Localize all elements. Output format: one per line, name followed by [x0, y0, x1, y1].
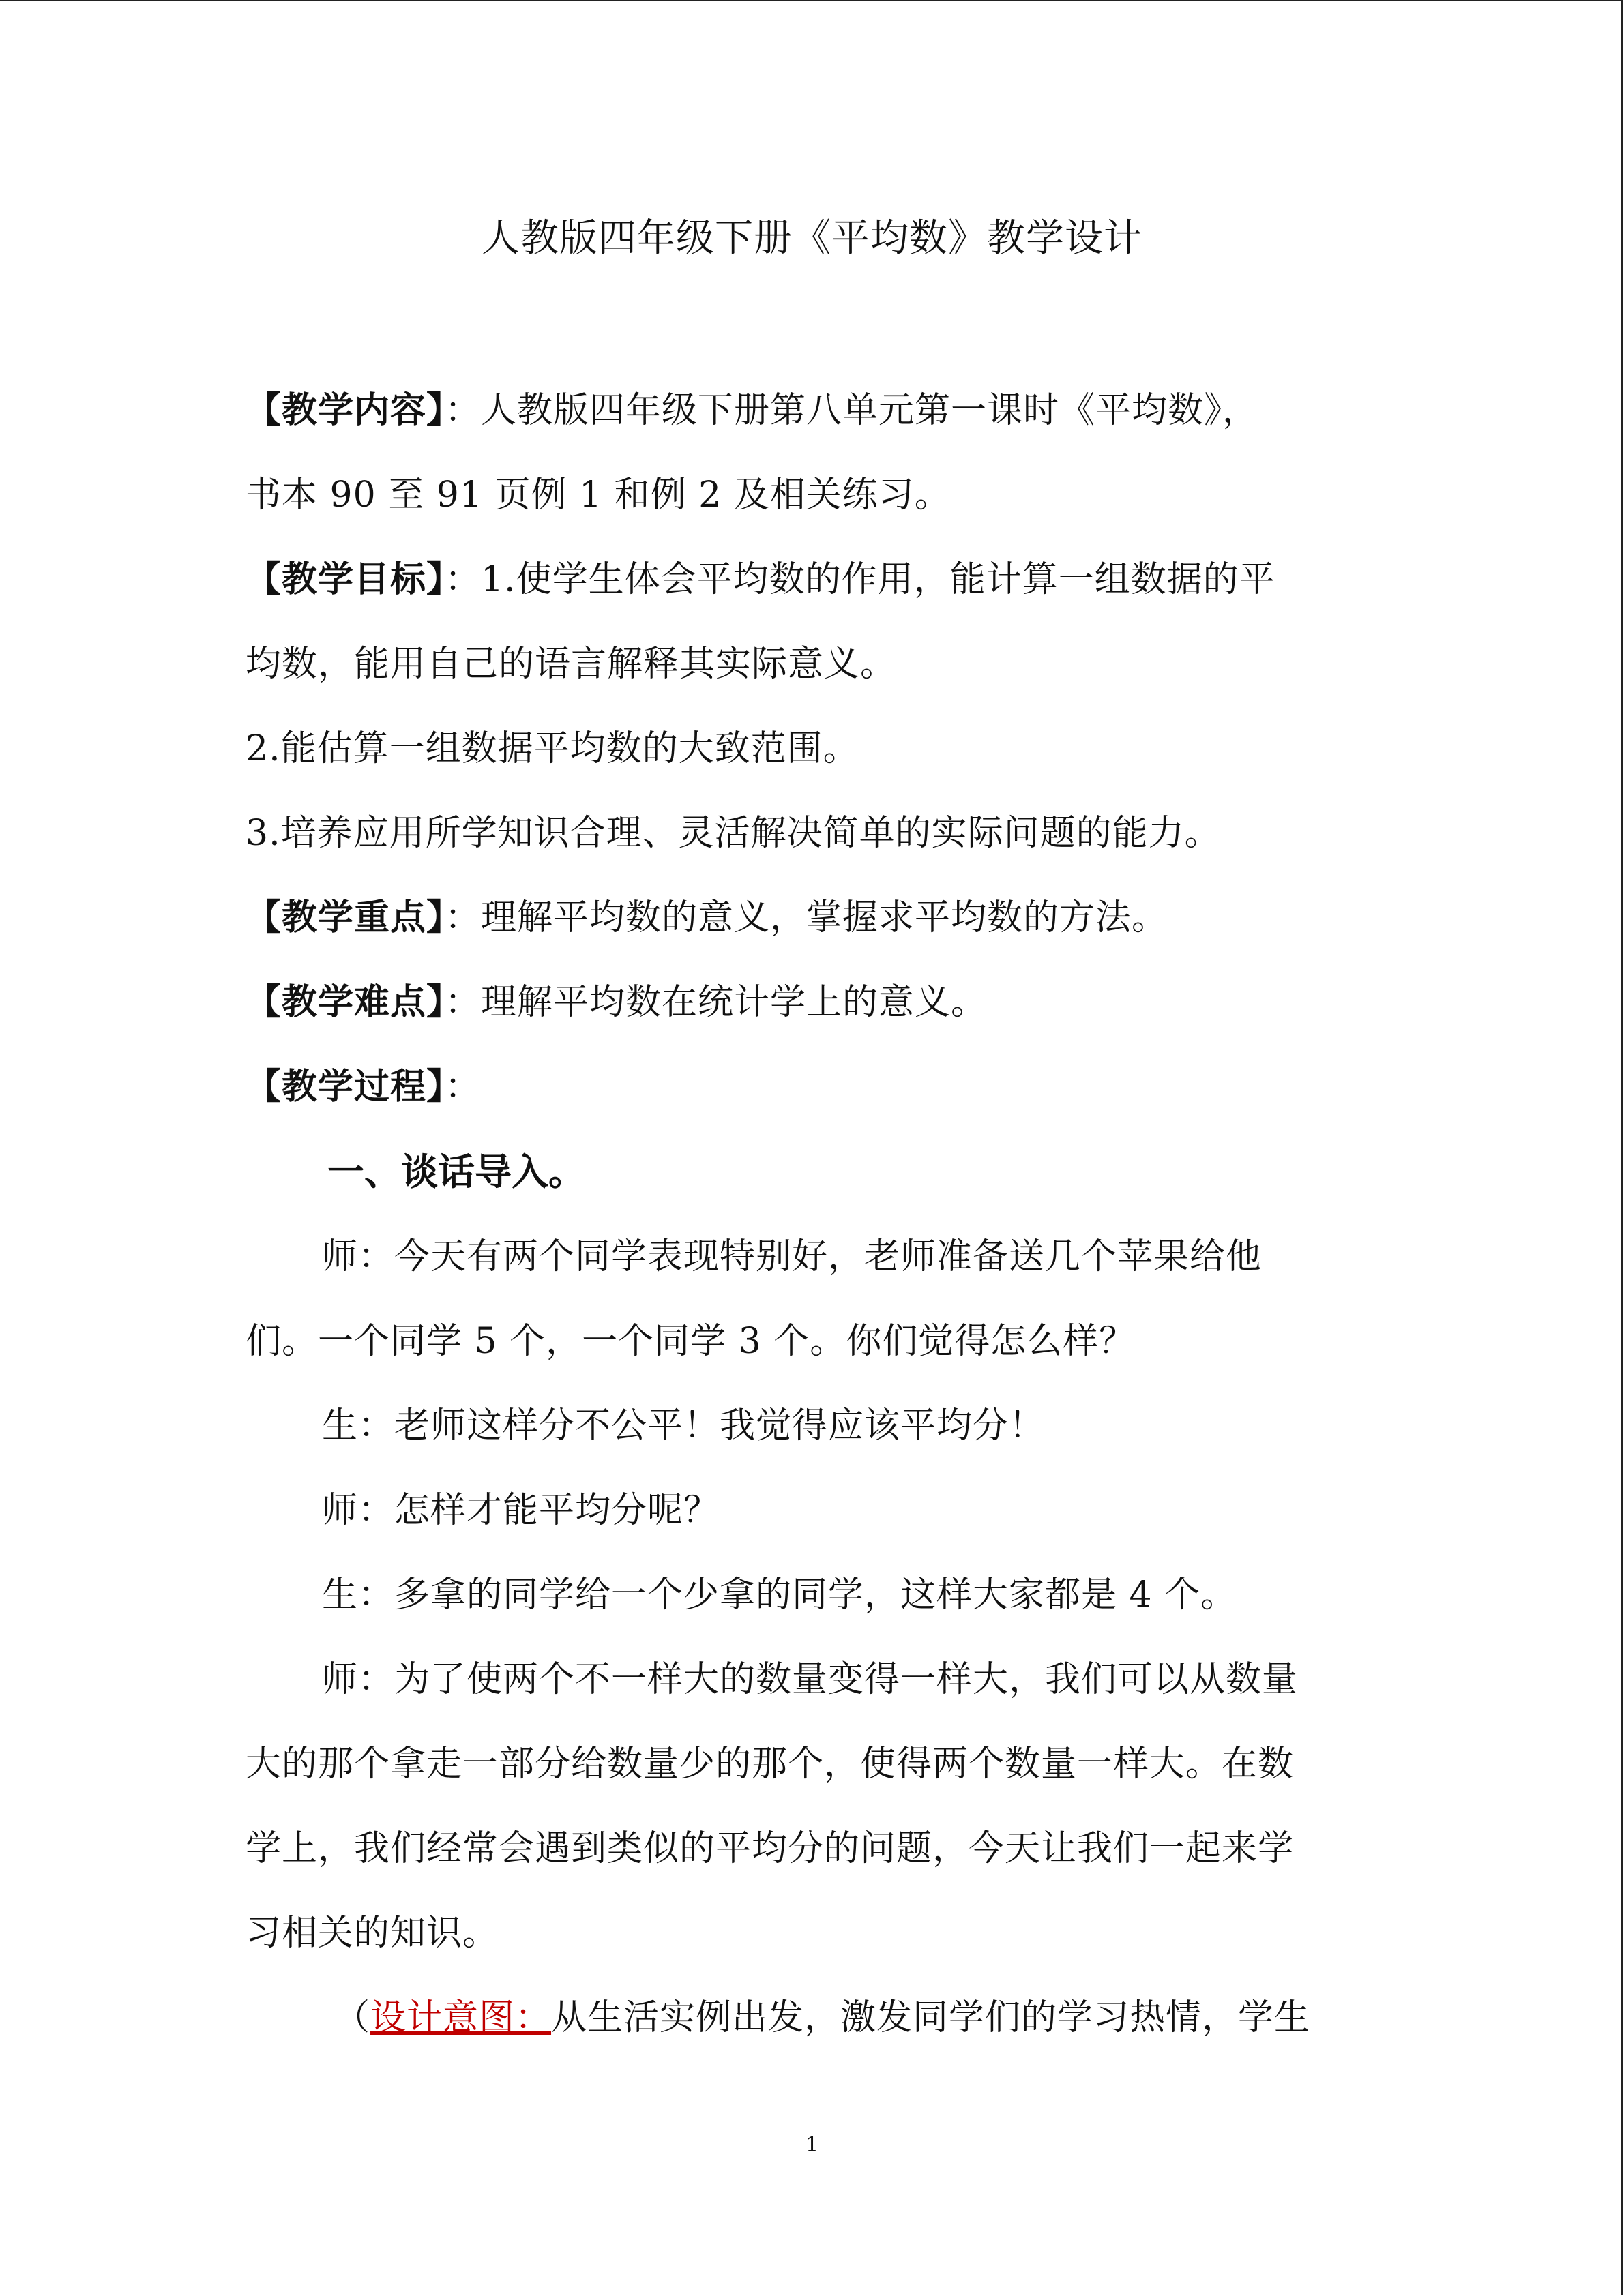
content-line-1	[246, 386, 1258, 435]
section-heading: 一、谈话导入。	[327, 1150, 585, 1193]
content-text-1: 人教版四年级下册第八单元第一课时《平均数》，	[481, 390, 1259, 431]
paragraph-2: 生：老师这样分不公平！我觉得应该平均分！	[322, 1405, 1046, 1446]
page-title: 人教版四年级下册《平均数》教学设计	[482, 216, 1142, 260]
design-open-paren: （	[334, 1997, 371, 2038]
key-point-text: 理解平均数的意义，掌握求平均数的方法。	[481, 897, 1168, 938]
goals-item-2: 2.能估算一组数据平均数的大致范围。	[246, 728, 859, 769]
process-line	[246, 1062, 481, 1112]
design-intent-label: 设计意图：	[370, 1997, 552, 2038]
process-sep: ：	[445, 1067, 482, 1107]
key-point-line	[246, 893, 1168, 942]
page-number: 1	[805, 2133, 819, 2157]
design-intent-text: 从生活实例出发，激发同学们的学习热情，学生	[551, 1997, 1311, 2038]
difficulty-sep: ：	[445, 982, 482, 1023]
paragraph-5-line-4: 习相关的知识。	[246, 1913, 499, 1954]
paragraph-5-line-3: 学上，我们经常会遇到类似的平均分的问题，今天让我们一起来学	[246, 1828, 1295, 1869]
goals-line-2: 均数，能用自己的语言解释其实际意义。	[246, 644, 897, 685]
paragraph-5-line-1: 师：为了使两个不一样大的数量变得一样大，我们可以从数量	[322, 1659, 1299, 1700]
content-label: 【教学内容】	[246, 390, 445, 431]
design-intent-line	[334, 1993, 1310, 2042]
goals-item1-text: 1.使学生体会平均数的作用，能计算一组数据的平	[481, 559, 1275, 600]
paragraph-4: 生：多拿的同学给一个少拿的同学，这样大家都是 4 个。	[322, 1575, 1237, 1615]
key-point-sep: ：	[445, 897, 482, 938]
paragraph-3: 师：怎样才能平均分呢？	[322, 1490, 720, 1531]
paragraph-5-line-2: 大的那个拿走一部分给数量少的那个，使得两个数量一样大。在数	[246, 1744, 1295, 1785]
difficulty-line	[246, 978, 987, 1027]
goals-sep: ：	[445, 559, 482, 600]
key-point-label: 【教学重点】	[246, 897, 445, 938]
paragraph-1-line-2: 们。一个同学 5 个，一个同学 3 个。你们觉得怎么样？	[246, 1321, 1136, 1362]
content-line-2: 书本 90 至 91 页例 1 和例 2 及相关练习。	[246, 475, 951, 516]
goals-line-1	[246, 555, 1275, 604]
difficulty-label: 【教学难点】	[246, 982, 445, 1023]
goals-item-3: 3.培养应用所学知识合理、灵活解决简单的实际问题的能力。	[246, 813, 1221, 854]
goals-label: 【教学目标】	[246, 559, 445, 600]
process-label: 【教学过程】	[246, 1067, 445, 1107]
content-sep: ：	[445, 390, 482, 431]
paragraph-1-line-1: 师：今天有两个同学表现特别好，老师准备送几个苹果给他	[322, 1236, 1263, 1277]
difficulty-text: 理解平均数在统计学上的意义。	[481, 982, 988, 1023]
